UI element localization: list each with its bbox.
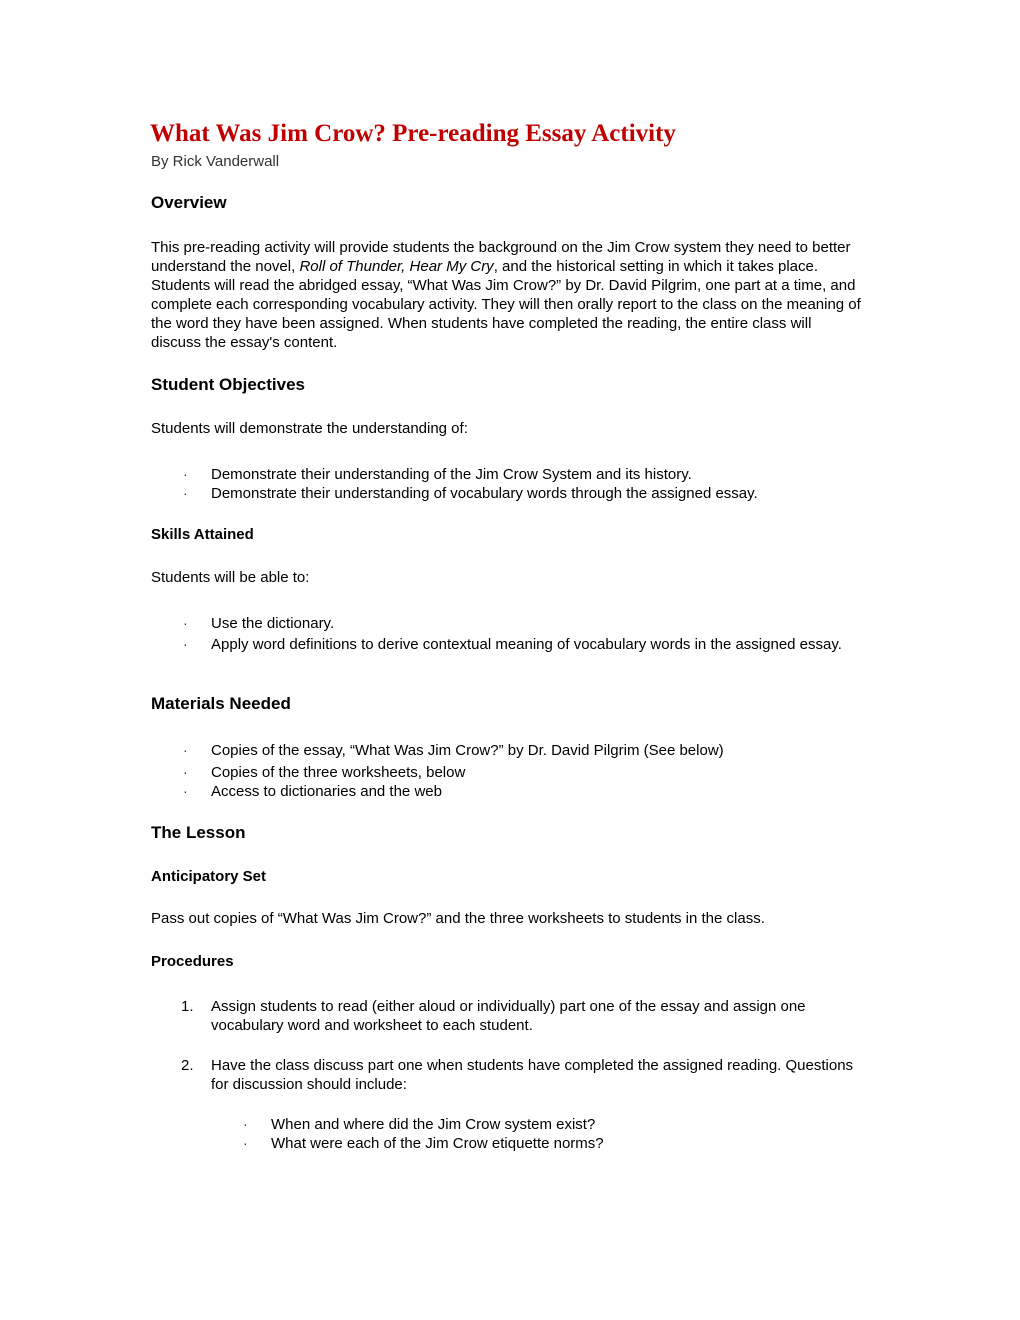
document-title: What Was Jim Crow? Pre-reading Essay Activity [150,120,676,147]
objectives-list [151,465,861,505]
overview-text-start: This pre-reading activity will provide students the background on the Jim Crow system they need to better understand the novel, [151,239,851,275]
bullet-icon: · [243,1135,248,1151]
list-item: · What were each of the Jim Crow etiquette norms? [243,1135,604,1152]
materials-list [151,741,861,801]
step-number: 1. [181,998,194,1015]
anticipatory-set-text: Pass out copies of “What Was Jim Crow?” and the three worksheets to students in the class. [151,910,765,927]
overview-text-end: , and the historical setting in which it takes place. Students will read the abridged essay, “What Was Jim Crow?” by Dr. David Pilgrim, one part at a time, and complete each corresponding vocabulary activity. They will then orally report to the class on the meaning of the word they have been assigned. When students have completed the reading, the entire class will discuss the essay's content. [151,258,861,351]
bullet-icon: · [183,742,188,758]
skills-list [151,614,861,674]
step-text: Assign students to read (either aloud or individually) part one of the essay and assign one vocabulary word and worksheet to each student. [211,998,806,1034]
bullet-icon: · [183,636,188,652]
step-number: 2. [181,1057,194,1074]
objectives-heading: Student Objectives [151,375,305,394]
bullet-icon: · [183,783,188,799]
skills-heading: Skills Attained [151,526,254,543]
materials-heading: Materials Needed [151,694,291,713]
procedure-step [151,1056,861,1096]
novel-title: Roll of Thunder, Hear My Cry [299,258,494,275]
list-item: · Copies of the three worksheets, below [183,764,466,781]
procedures-list [151,997,861,1097]
list-item: · Use the dictionary. [183,615,335,632]
bullet-icon: · [183,466,188,482]
list-item: · When and where did the Jim Crow system exist? [243,1116,596,1133]
list-item: · Apply word definitions to derive contextual meaning of vocabulary words in the assigned essay. [183,636,842,653]
list-item: · Access to dictionaries and the web [183,783,442,800]
bullet-icon: · [243,1116,248,1132]
discussion-questions-list [211,1115,861,1155]
bullet-icon: · [183,615,188,631]
list-item: · Demonstrate their understanding of the Jim Crow System and its history. [183,466,692,483]
bullet-icon: · [183,764,188,780]
anticipatory-set-heading: Anticipatory Set [151,868,267,885]
overview-heading: Overview [151,193,227,212]
bullet-icon: · [183,485,188,501]
procedure-step [151,997,861,1037]
lesson-heading: The Lesson [151,823,246,842]
procedures-heading: Procedures [151,953,234,970]
step-text: Have the class discuss part one when students have completed the assigned reading. Questions for discussion should include: [211,1057,854,1093]
list-item: · Demonstrate their understanding of vocabulary words through the assigned essay. [183,485,758,502]
author-byline: By Rick Vanderwall [151,153,280,170]
objectives-intro: Students will demonstrate the understanding of: [151,420,468,437]
overview-paragraph [151,238,861,352]
skills-intro: Students will be able to: [151,569,310,586]
list-item: · Copies of the essay, “What Was Jim Crow?” by Dr. David Pilgrim (See below) [183,742,724,759]
